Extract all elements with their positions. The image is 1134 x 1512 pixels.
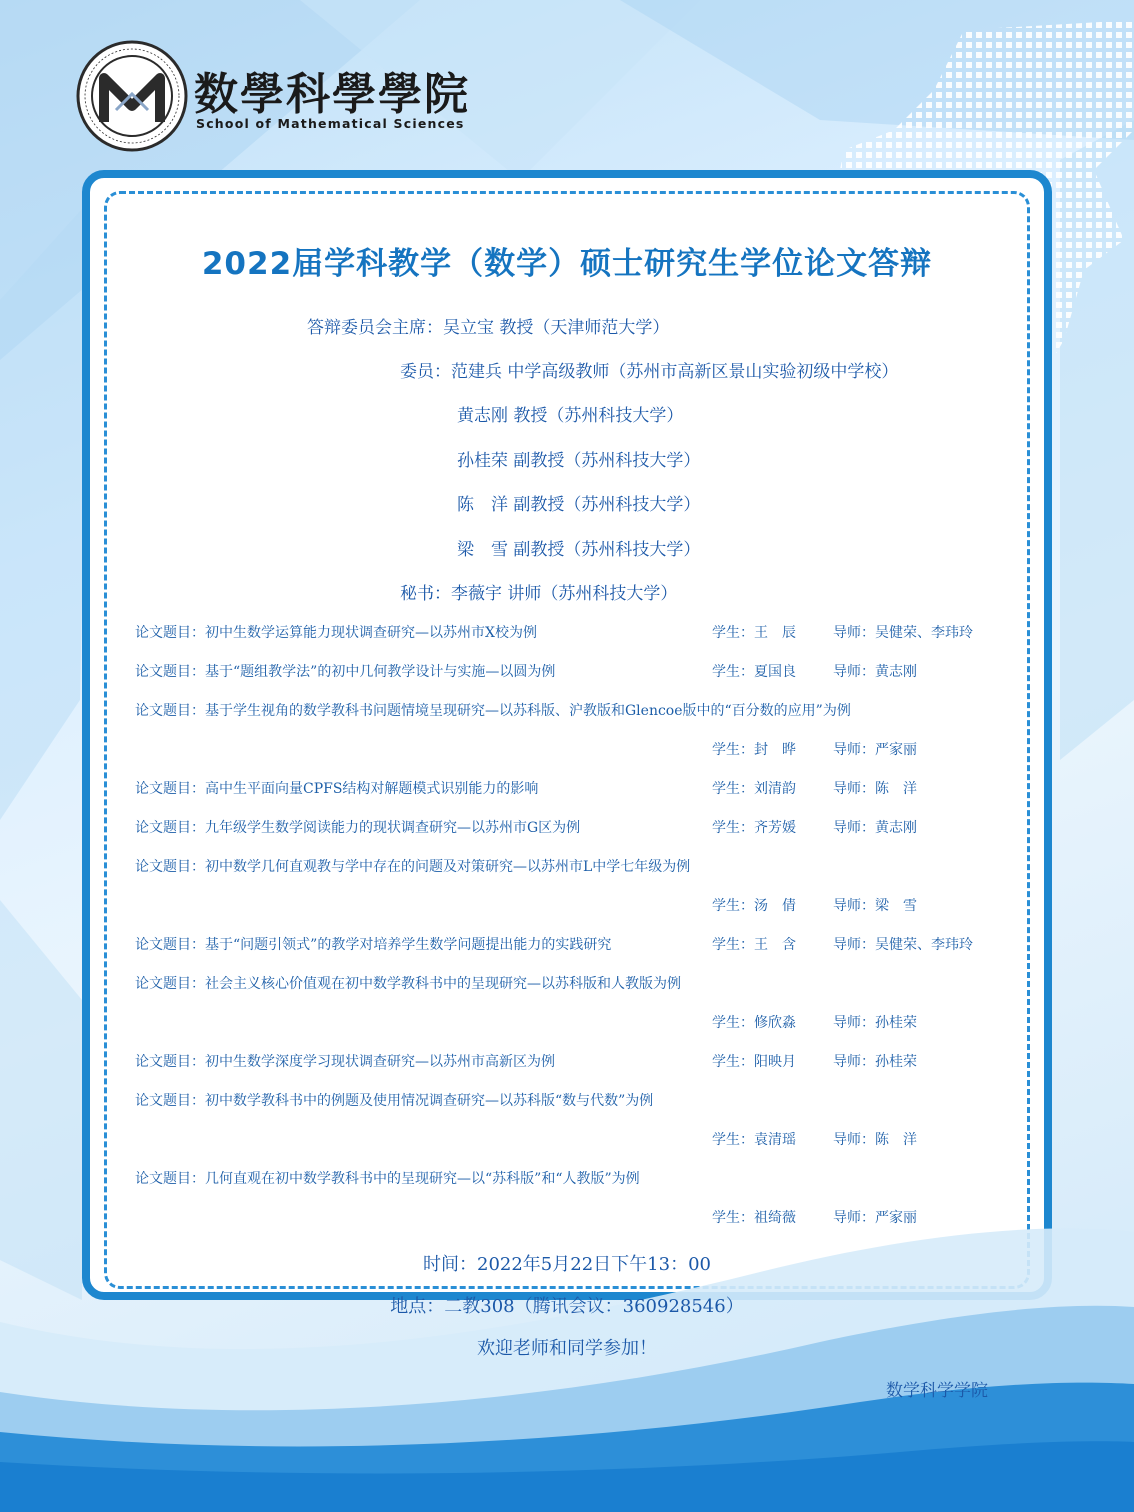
school-signature: 数学科学学院 <box>886 1381 988 1401</box>
thesis-title: 论文题目：几何直观在初中数学教科书中的呈现研究—以“苏科版”和“人教版”为例 <box>135 1171 640 1187</box>
page-title: 2022届学科教学（数学）硕士研究生学位论文答辩 <box>201 246 933 282</box>
thesis-student: 学生：刘清韵 <box>712 781 796 797</box>
thesis-title: 论文题目：初中生数学运算能力现状调查研究—以苏州市X校为例 <box>135 625 537 641</box>
thesis-advisor: 导师：孙桂荣 <box>833 1054 917 1070</box>
school-logo <box>76 40 470 160</box>
welcome-message: 欢迎老师和同学参加！ <box>477 1338 657 1359</box>
thesis-student: 学生：袁清瑶 <box>712 1132 796 1148</box>
committee-chair: 答辩委员会主席：吴立宝 教授（天津师范大学） <box>307 318 670 338</box>
thesis-advisor: 导师：陈 洋 <box>833 781 917 797</box>
thesis-advisor: 导师：吴健荣、李玮玲 <box>833 625 973 641</box>
committee-secretary: 秘书：李薇宇 讲师（苏州科技大学） <box>400 584 678 604</box>
thesis-advisor: 导师：严家丽 <box>833 1210 917 1226</box>
committee-member: 孙桂荣 副教授（苏州科技大学） <box>457 451 701 471</box>
thesis-student: 学生：修欣淼 <box>712 1015 796 1031</box>
school-name-english: School of Mathematical Sciences <box>196 116 465 131</box>
school-seal-icon <box>76 40 188 152</box>
committee-member: 委员：范建兵 中学高级教师（苏州市高新区景山实验初级中学校） <box>400 362 899 382</box>
committee-member: 黄志刚 教授（苏州科技大学） <box>457 406 684 426</box>
thesis-title: 论文题目：基于学生视角的数学教科书问题情境呈现研究—以苏科版、沪教版和Glencoe版中的“百分数的应用”为例 <box>135 703 851 719</box>
thesis-advisor: 导师：孙桂荣 <box>833 1015 917 1031</box>
thesis-advisor: 导师：梁 雪 <box>833 898 917 914</box>
thesis-student: 学生：夏国良 <box>712 664 796 680</box>
thesis-student: 学生：封 晔 <box>712 742 796 758</box>
committee-member: 陈 洋 副教授（苏州科技大学） <box>457 495 701 515</box>
thesis-title: 论文题目：九年级学生数学阅读能力的现状调查研究—以苏州市G区为例 <box>135 820 581 836</box>
thesis-title: 论文题目：初中生数学深度学习现状调查研究—以苏州市高新区为例 <box>135 1054 555 1070</box>
thesis-student: 学生：祖绮薇 <box>712 1210 796 1226</box>
thesis-title: 论文题目：社会主义核心价值观在初中数学教科书中的呈现研究—以苏科版和人教版为例 <box>135 976 681 992</box>
thesis-title: 论文题目：基于“题组教学法”的初中几何教学设计与实施—以圆为例 <box>135 664 556 680</box>
defense-location: 地点：二教308（腾讯会议：360928546） <box>390 1296 744 1317</box>
thesis-student: 学生：汤 倩 <box>712 898 796 914</box>
thesis-student: 学生：阳映月 <box>712 1054 796 1070</box>
thesis-student: 学生：王 辰 <box>712 625 796 641</box>
thesis-advisor: 导师：陈 洋 <box>833 1132 917 1148</box>
thesis-student: 学生：王 含 <box>712 937 796 953</box>
thesis-title: 论文题目：高中生平面向量CPFS结构对解题模式识别能力的影响 <box>135 781 539 797</box>
school-name-chinese: 数學科學學院 <box>194 69 470 120</box>
thesis-advisor: 导师：吴健荣、李玮玲 <box>833 937 973 953</box>
committee-member: 梁 雪 副教授（苏州科技大学） <box>457 540 701 560</box>
thesis-title: 论文题目：基于“问题引领式”的教学对培养学生数学问题提出能力的实践研究 <box>135 937 612 953</box>
thesis-advisor: 导师：黄志刚 <box>833 820 917 836</box>
thesis-title: 论文题目：初中数学几何直观教与学中存在的问题及对策研究—以苏州市L中学七年级为例 <box>135 859 691 875</box>
thesis-student: 学生：齐芳媛 <box>712 820 796 836</box>
defense-time: 时间：2022年5月22日下午13：00 <box>423 1254 711 1275</box>
thesis-advisor: 导师：严家丽 <box>833 742 917 758</box>
thesis-title: 论文题目：初中数学教科书中的例题及使用情况调查研究—以苏科版“数与代数”为例 <box>135 1093 654 1109</box>
thesis-advisor: 导师：黄志刚 <box>833 664 917 680</box>
